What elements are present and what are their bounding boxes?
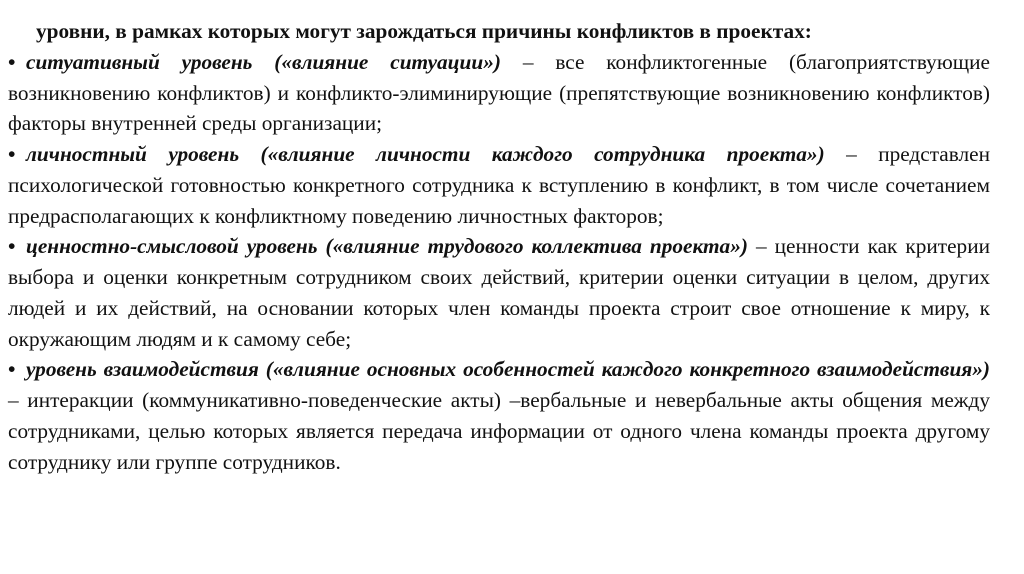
item-term: ценностно-смысловой уровень («влияние трудового коллектива проекта») <box>26 234 748 259</box>
levels-list <box>8 47 990 478</box>
item-term: личностный уровень («влияние личности каждого сотрудника проекта») <box>26 142 825 166</box>
item-description: – представлен психологической готовностью конкретного сотрудника к вступлению в конфликт, в том числе сочетанием предрасполагающих к конфликтному поведению личностных факторов; <box>8 142 990 228</box>
list-item-interaction-level <box>8 354 990 477</box>
bullet-icon: • <box>8 357 16 382</box>
item-description: – все конфликтогенные (благоприятствующие возникновению конфликтов) и конфликто-элиминирующие (препятствующие возникновению конфликтов) факторы внутренней среды организации; <box>8 49 990 136</box>
item-term: ситуативный уровень («влияние ситуации») <box>26 49 501 74</box>
bullet-icon: • <box>8 142 16 166</box>
slide-heading: уровни, в рамках которых могут зарождаться причины конфликтов в проектах: <box>36 19 812 43</box>
list-item-situational-level <box>8 47 990 139</box>
bullet-icon: • <box>8 49 16 74</box>
list-item-personal-level <box>8 139 990 231</box>
item-description: – интеракции (коммуникативно-поведенческие акты) –вербальные и невербальные акты общения между сотрудниками, целью которых является передача информации от одного члена команды проекта другому сотруднику или группе сотрудников. <box>8 388 990 474</box>
item-description: – ценности как критерии выбора и оценки конкретным сотрудником своих действий, критерии оценки ситуации в целом, других людей и их действий, на основании которых член команды проекта строит свое отношение к миру, к окружающим людям и к самому себе; <box>8 234 990 351</box>
item-term: уровень взаимодействия («влияние основных особенностей каждого конкретного взаимодействия») <box>26 357 990 382</box>
bullet-icon: • <box>8 234 16 259</box>
list-item-value-semantic-level <box>8 231 990 354</box>
